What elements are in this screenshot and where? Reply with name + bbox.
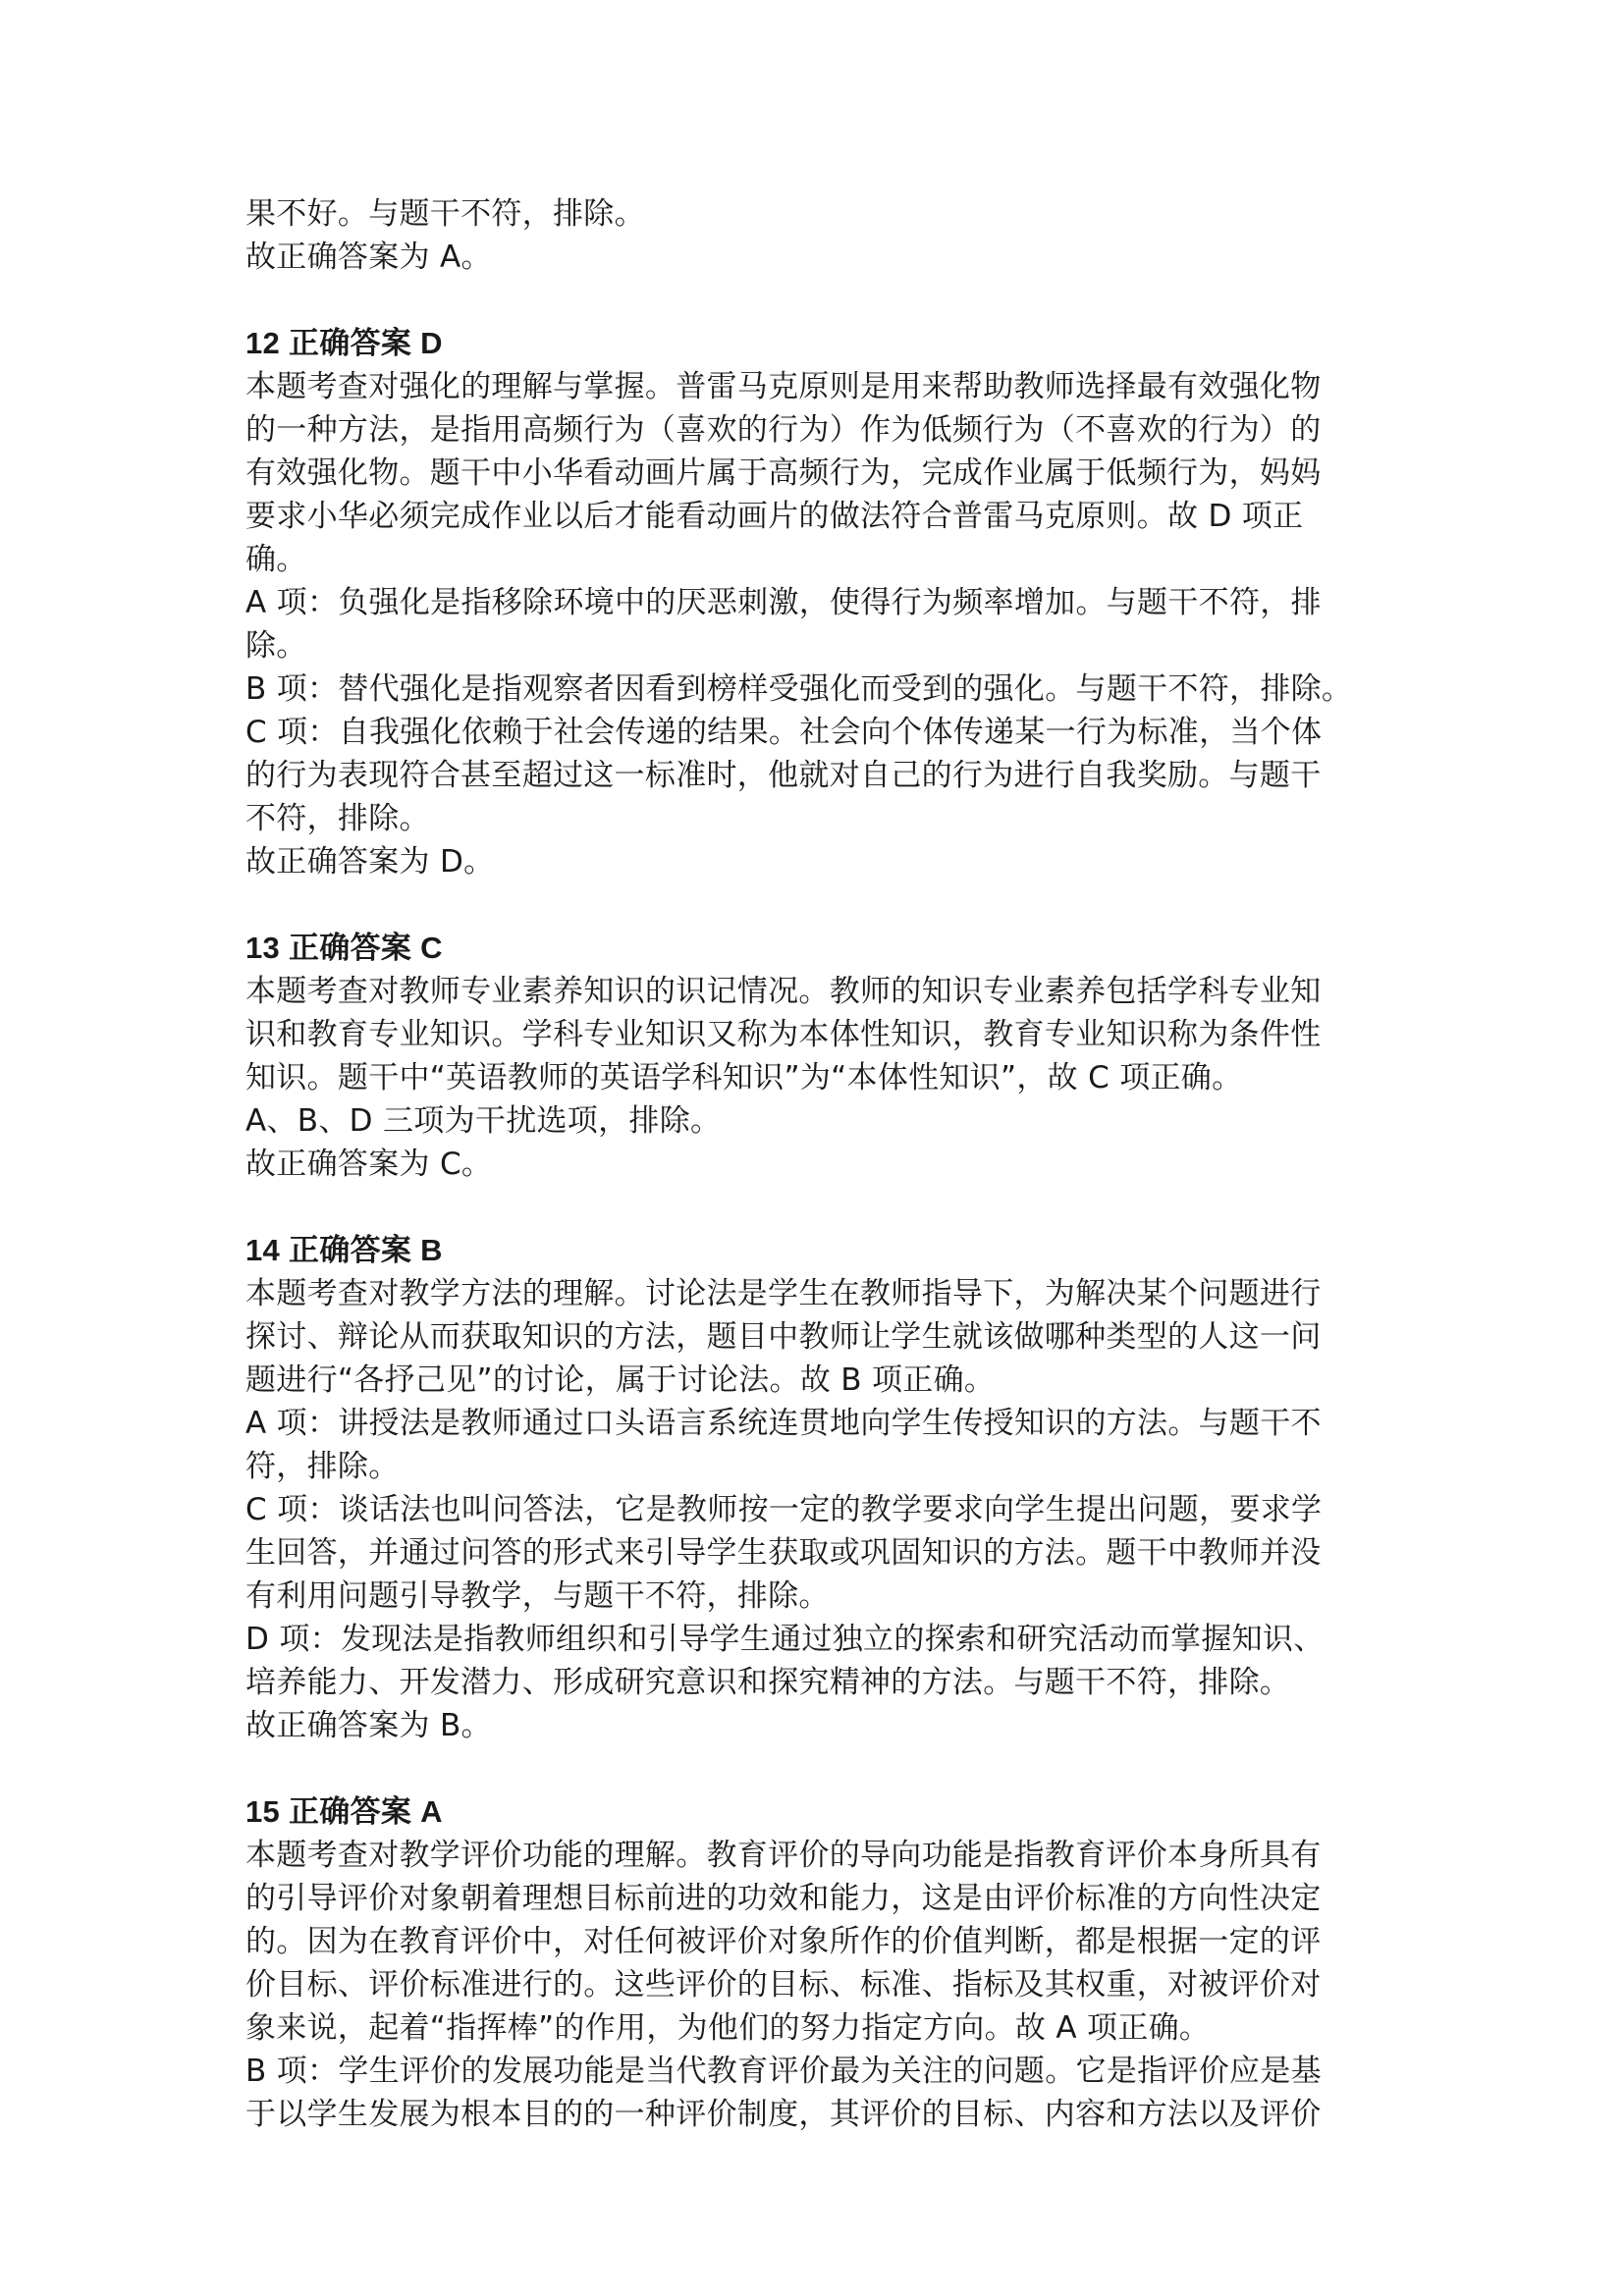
text-line: C 项：自我强化依赖于社会传递的结果。社会向个体传递某一行为标准，当个体 bbox=[245, 715, 1323, 750]
section-gap bbox=[245, 1747, 1394, 1790]
text-line: 的一种方法，是指用高频行为（喜欢的行为）作为低频行为（不喜欢的行为）的 bbox=[245, 412, 1322, 448]
text-line: 有效强化物。题干中小华看动画片属于高频行为，完成作业属于低频行为，妈妈 bbox=[245, 455, 1322, 491]
text-line: A 项：负强化是指移除环境中的厌恶刺激，使得行为频率增加。与题干不符，排 bbox=[245, 585, 1322, 620]
text-line: 故正确答案为 B。 bbox=[245, 1708, 492, 1743]
text-line: 本题考查对教师专业素养知识的识记情况。教师的知识专业素养包括学科专业知 bbox=[245, 974, 1322, 1009]
text-line: 符，排除。 bbox=[245, 1449, 400, 1484]
answer-section-15 bbox=[245, 1790, 1394, 2136]
answer-heading: 14 正确答案 B bbox=[245, 1233, 443, 1267]
text-line: 确。 bbox=[245, 542, 307, 577]
text-line: 果不好。与题干不符，排除。 bbox=[245, 196, 645, 232]
text-line: 的引导评价对象朝着理想目标前进的功效和能力，这是由评价标准的方向性决定 bbox=[245, 1881, 1322, 1916]
text-line: 生回答，并通过问答的形式来引导学生获取或巩固知识的方法。题干中教师并没 bbox=[245, 1535, 1322, 1571]
answer-section-12 bbox=[245, 322, 1394, 883]
text-line: 知识。题干中“英语教师的英语学科知识”为“本体性知识”，故 C 项正确。 bbox=[245, 1060, 1243, 1095]
text-line: 的行为表现符合甚至超过这一标准时，他就对自己的行为进行自我奖励。与题干 bbox=[245, 758, 1322, 793]
text-line: D 项：发现法是指教师组织和引导学生通过独立的探索和研究活动而掌握知识、 bbox=[245, 1622, 1325, 1657]
section-gap bbox=[245, 1186, 1394, 1229]
text-line: 有利用问题引导教学，与题干不符，排除。 bbox=[245, 1578, 830, 1614]
answer-section-13 bbox=[245, 927, 1394, 1186]
answer-heading: 13 正确答案 C bbox=[245, 931, 443, 965]
text-line: A 项：讲授法是教师通过口头语言系统连贯地向学生传授知识的方法。与题干不 bbox=[245, 1406, 1322, 1441]
text-line: 本题考查对教学评价功能的理解。教育评价的导向功能是指教育评价本身所具有 bbox=[245, 1838, 1322, 1873]
text-line: 的。因为在教育评价中，对任何被评价对象所作的价值判断，都是根据一定的评 bbox=[245, 1924, 1322, 1959]
text-line: 故正确答案为 C。 bbox=[245, 1147, 493, 1182]
text-line: 本题考查对教学方法的理解。讨论法是学生在教师指导下，为解决某个问题进行 bbox=[245, 1276, 1322, 1311]
answer-heading: 15 正确答案 A bbox=[245, 1794, 443, 1829]
document-page bbox=[245, 192, 1394, 2136]
text-line: A、B、D 三项为干扰选项，排除。 bbox=[245, 1103, 722, 1139]
text-line: 价目标、评价标准进行的。这些评价的目标、标准、指标及其权重，对被评价对 bbox=[245, 1967, 1322, 2002]
text-line: 识和教育专业知识。学科专业知识又称为本体性知识，教育专业知识称为条件性 bbox=[245, 1017, 1322, 1052]
text-line: 题进行“各抒己见”的讨论，属于讨论法。故 B 项正确。 bbox=[245, 1362, 996, 1398]
text-line: 不符，排除。 bbox=[245, 801, 430, 836]
text-line: 本题考查对强化的理解与掌握。普雷马克原则是用来帮助教师选择最有效强化物 bbox=[245, 369, 1322, 404]
text-line: 要求小华必须完成作业以后才能看动画片的做法符合普雷马克原则。故 D 项正 bbox=[245, 499, 1304, 534]
text-line: B 项：学生评价的发展功能是当代教育评价最为关注的问题。它是指评价应是基 bbox=[245, 2054, 1322, 2089]
text-line: 于以学生发展为根本目的的一种评价制度，其评价的目标、内容和方法以及评价 bbox=[245, 2097, 1322, 2132]
text-line: 故正确答案为 D。 bbox=[245, 844, 495, 880]
text-line: 探讨、辩论从而获取知识的方法，题目中教师让学生就该做哪种类型的人这一问 bbox=[245, 1319, 1322, 1355]
text-line: B 项：替代强化是指观察者因看到榜样受强化而受到的强化。与题干不符，排除。 bbox=[245, 671, 1353, 707]
intro-section bbox=[245, 192, 1394, 279]
text-line: 培养能力、开发潜力、形成研究意识和探究精神的方法。与题干不符，排除。 bbox=[245, 1665, 1291, 1700]
answer-section-14 bbox=[245, 1229, 1394, 1747]
answer-heading: 12 正确答案 D bbox=[245, 326, 443, 360]
text-line: 象来说，起着“指挥棒”的作用，为他们的努力指定方向。故 A 项正确。 bbox=[245, 2010, 1211, 2046]
section-gap bbox=[245, 883, 1394, 927]
text-line: 除。 bbox=[245, 628, 307, 664]
text-line: 故正确答案为 A。 bbox=[245, 240, 492, 275]
text-line: C 项：谈话法也叫问答法，它是教师按一定的教学要求向学生提出问题，要求学 bbox=[245, 1492, 1323, 1527]
section-gap bbox=[245, 279, 1394, 322]
